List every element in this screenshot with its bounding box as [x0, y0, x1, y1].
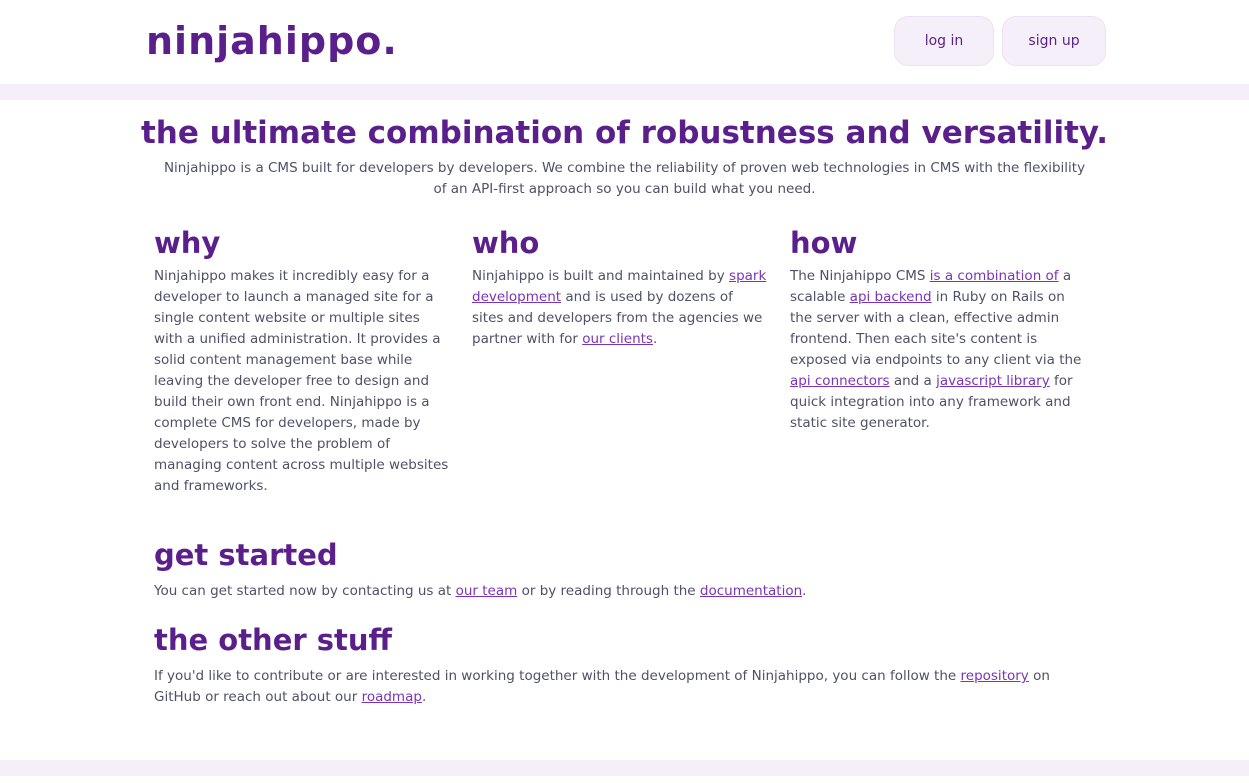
- api-connectors-link[interactable]: api connectors: [790, 373, 890, 389]
- top-nav: [894, 16, 1106, 66]
- hero-subtitle: Ninjahippo is a CMS built for developers by developers. We combine the reliability of proven web technologies in CMS with the flexibility of an API-first approach so you can build what you need.: [163, 160, 1086, 197]
- our-clients-link[interactable]: our clients: [582, 331, 653, 347]
- combination-link[interactable]: is a combination of: [929, 268, 1059, 284]
- column-text: Ninjahippo makes it incredibly easy for a developer to launch a managed site for a single content website or multiple sites with a unified administration. It provides a solid content management base while leaving the developer free to design and build their own front end. Ninjahippo is a complete CMS for developers, made by developers to solve the problem of managing content across multiple websites and frameworks.: [154, 268, 449, 494]
- get-started-section: [0, 537, 1249, 602]
- text-segment: .: [652, 331, 658, 347]
- text-segment: in Ruby on Rails on the server with a clean, effective admin frontend. Then each site's content is exposed via endpoints to any client via the: [790, 289, 1082, 368]
- text-segment: .: [802, 583, 807, 599]
- text-segment: for quick integration into any framework and static site generator.: [790, 373, 1073, 431]
- column-text: [472, 266, 768, 350]
- column-text: [790, 266, 1086, 434]
- api-backend-link[interactable]: api backend: [849, 289, 932, 305]
- documentation-link[interactable]: documentation: [699, 583, 803, 599]
- text-segment: Ninjahippo is built and maintained by: [472, 268, 730, 284]
- login-button[interactable]: log in: [894, 16, 994, 66]
- text-segment: You can get started now by contacting us at: [154, 583, 456, 599]
- column-who: [472, 226, 768, 497]
- column-heading: why: [154, 226, 221, 260]
- text-segment: on GitHub or reach out about our: [154, 668, 1050, 705]
- text-segment: a scalable: [790, 268, 1072, 305]
- other-stuff-heading: the other stuff: [154, 623, 393, 657]
- column-heading: who: [472, 226, 540, 260]
- hero-title: the ultimate combination of robustness and versatility.: [140, 115, 1109, 151]
- header-divider-band: [0, 84, 1249, 100]
- spark-development-link[interactable]: spark development: [472, 268, 767, 305]
- logo[interactable]: ninjahippo.: [146, 19, 398, 63]
- site-header: [0, 0, 1249, 82]
- text-segment: and is used by dozens of sites and developers from the agencies we partner with for: [472, 289, 763, 347]
- repository-link[interactable]: repository: [960, 668, 1029, 684]
- column-heading: how: [790, 226, 858, 260]
- column-how: [790, 226, 1086, 497]
- text-segment: If you'd like to contribute or are interested in working together with the development of Ninjahippo, you can follow the: [154, 668, 961, 684]
- our-team-link[interactable]: our team: [455, 583, 518, 599]
- column-why: [154, 226, 450, 497]
- signup-button[interactable]: sign up: [1002, 16, 1106, 66]
- text-segment: The Ninjahippo CMS: [790, 268, 930, 284]
- text-segment: .: [421, 689, 427, 705]
- get-started-heading: get started: [154, 538, 338, 572]
- feature-columns: [0, 226, 1249, 497]
- main-content: [0, 100, 1249, 708]
- text-segment: and a: [889, 373, 937, 389]
- footer-band: [0, 760, 1249, 776]
- javascript-library-link[interactable]: javascript library: [936, 373, 1050, 389]
- get-started-text: [154, 581, 1094, 602]
- text-segment: or by reading through the: [517, 583, 700, 599]
- roadmap-link[interactable]: roadmap: [361, 689, 422, 705]
- other-stuff-text: [154, 666, 1094, 708]
- other-stuff-section: [0, 622, 1249, 708]
